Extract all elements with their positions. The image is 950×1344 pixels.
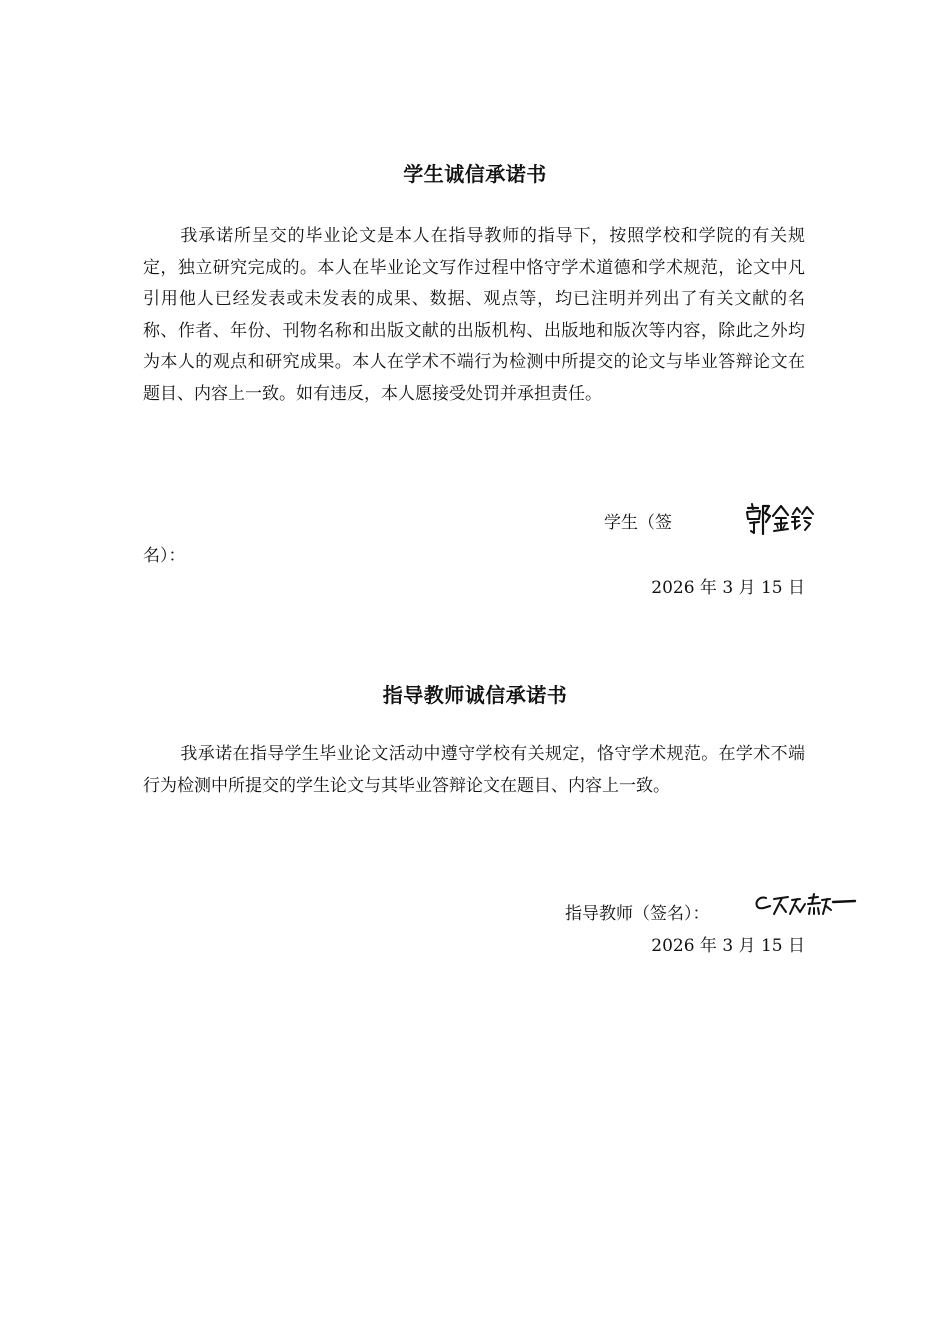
advisor-pledge-body: 我承诺在指导学生毕业论文活动中遵守学校有关规定，恪守学术规范。在学术不端行为检测中所提交的学生论文与其毕业答辩论文在题目、内容上一致。 — [143, 744, 805, 796]
student-signature-label: 学生（签 — [604, 513, 672, 533]
advisor-signature-date: 2026 年 3 月 15 日 — [651, 936, 805, 956]
student-handwritten-signature — [742, 500, 816, 540]
student-pledge-title: 学生诚信承诺书 — [403, 162, 547, 186]
advisor-handwritten-signature — [752, 890, 858, 924]
advisor-pledge-title: 指导教师诚信承诺书 — [382, 683, 568, 707]
student-signature-date: 2026 年 3 月 15 日 — [651, 578, 805, 598]
student-pledge-body: 我承诺所呈交的毕业论文是本人在指导教师的指导下，按照学校和学院的有关规定，独立研究完成的。本人在毕业论文写作过程中恪守学术道德和学术规范，论文中凡引用他人已经发表或未发表的成果、数据、观点等，均已注明并列出了有关文献的名称、作者、年份、刊物名称和出版文献的出版机构、出版地和版次等内容，除此之外均为本人的观点和研究成果。本人在学术不端行为检测中所提交的论文与毕业答辩论文在题目、内容上一致。如有违反，本人愿接受处罚并承担责任。 — [143, 226, 805, 404]
advisor-signature-label: 指导教师（签名）： — [565, 904, 710, 924]
student-signature-label-continued: 名）： — [143, 546, 186, 566]
